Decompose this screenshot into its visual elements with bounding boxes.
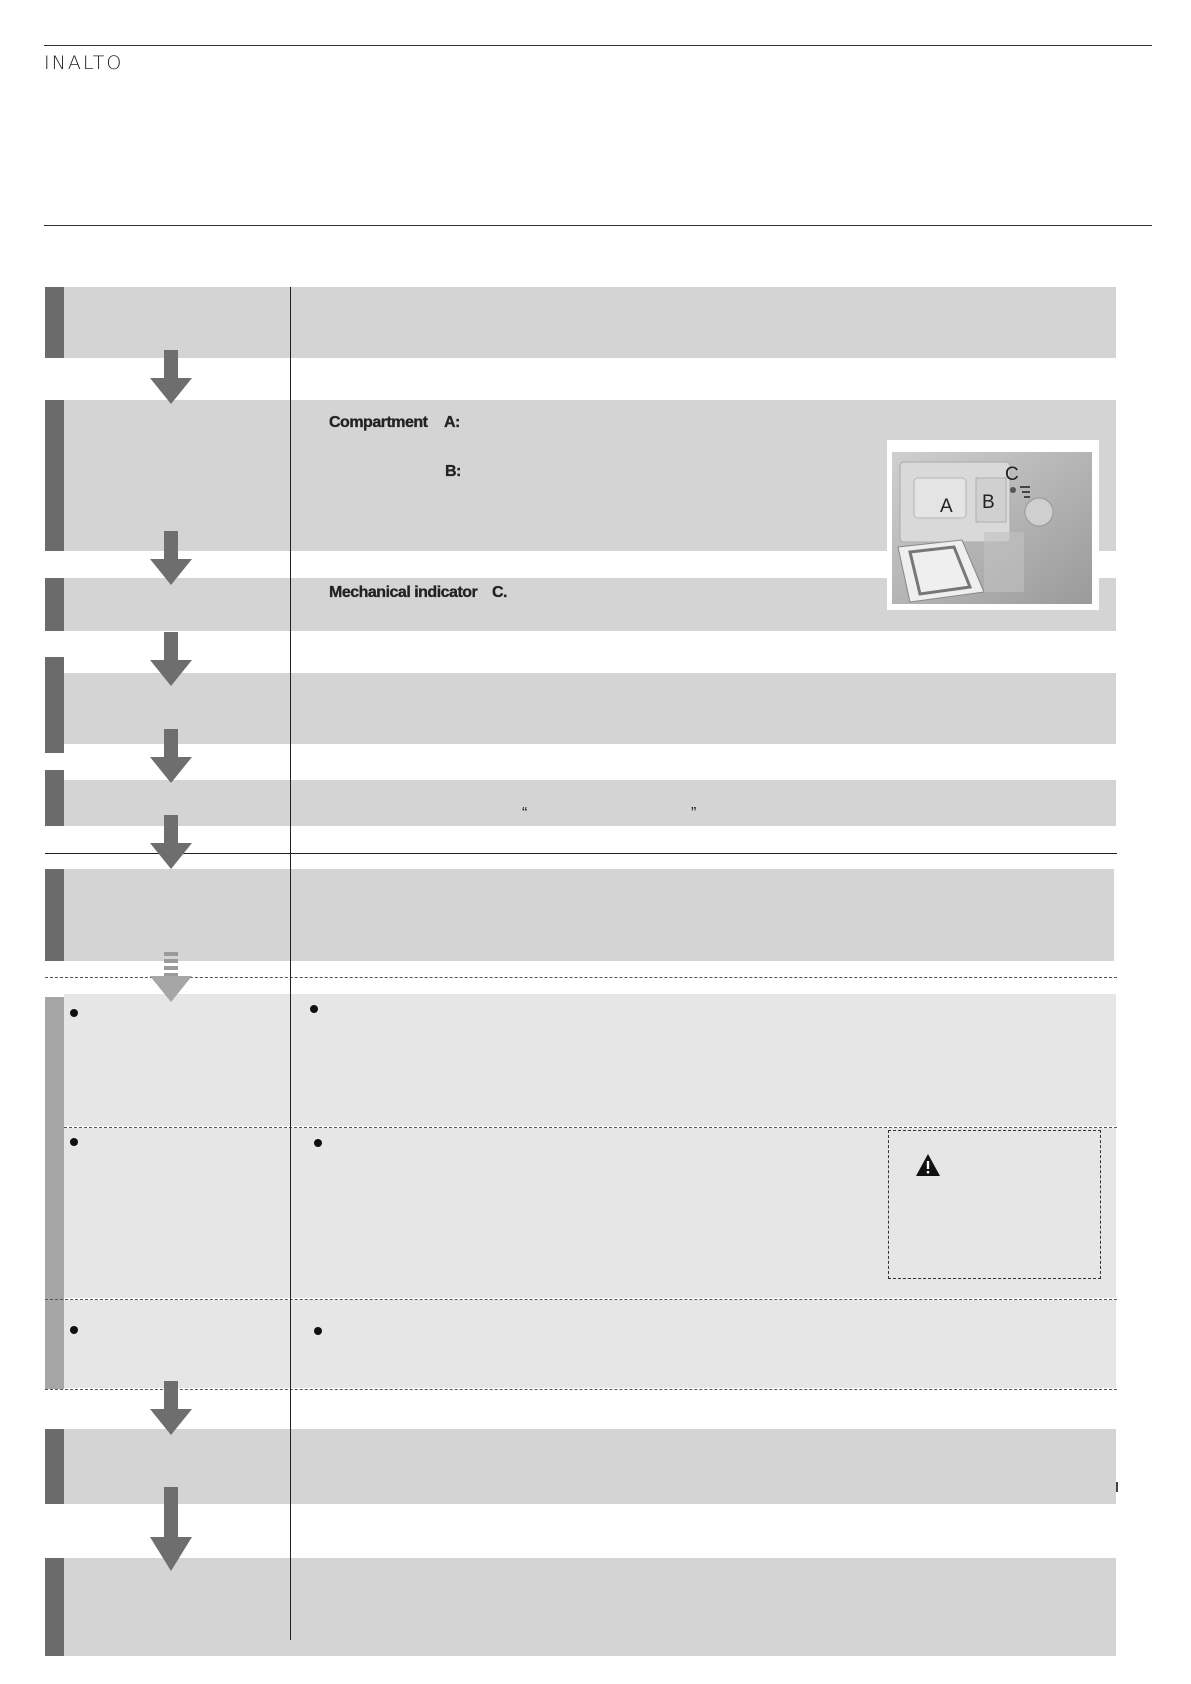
option-3-bullet-left: [70, 1326, 78, 1334]
step-8-tab: [45, 1558, 64, 1656]
warning-triangle-icon: [915, 1153, 941, 1177]
option-2-bullet-right: [314, 1139, 322, 1147]
step-6-band: [64, 869, 1114, 961]
arrow-down-icon: [150, 1381, 192, 1435]
quote-open: “: [522, 805, 528, 822]
mechanical-indicator-label: Mechanical indicator: [329, 584, 478, 601]
arrow-down-icon: [150, 729, 192, 783]
compartment-b-label: B:: [445, 463, 461, 480]
step-2-tab: [45, 400, 64, 551]
step-7-tab: [45, 1429, 64, 1504]
section-rule: [45, 853, 1117, 854]
option-3-bullet-right: [314, 1327, 322, 1335]
option-1-band: [64, 994, 1116, 1126]
arrow-down-icon: [150, 1487, 192, 1571]
header-top-rule: [44, 45, 1152, 46]
step-3-tab: [45, 578, 64, 631]
step-8-band: [64, 1558, 1116, 1656]
step-5-tab: [45, 770, 64, 826]
option-2-bullet-left: [70, 1138, 78, 1146]
dispenser-illustration: [892, 452, 1092, 604]
step-4-band: [64, 673, 1116, 744]
brand-logo: INALTO: [44, 52, 124, 74]
step-1-band: [64, 287, 1116, 358]
header-bottom-rule: [44, 225, 1152, 226]
quote-close: ”: [691, 805, 697, 822]
edge-mark: [1116, 1482, 1118, 1492]
photo-label-a: A: [940, 496, 953, 517]
column-divider: [290, 287, 291, 1640]
warning-box: [888, 1130, 1101, 1279]
arrow-down-icon: [150, 632, 192, 686]
step-4-tab: [45, 657, 64, 753]
dashed-divider-1: [45, 977, 1117, 978]
option-1-bullet-left: [70, 1009, 78, 1017]
option-3-band: [64, 1300, 1116, 1388]
dispenser-photo: [892, 452, 1092, 604]
indicator-c-label: C.: [492, 584, 507, 601]
dashed-divider-4: [45, 1389, 1117, 1390]
options-tab: [45, 997, 64, 1389]
arrow-down-icon: [150, 815, 192, 869]
step-1-tab: [45, 287, 64, 358]
step-6-tab: [45, 869, 64, 961]
step-5-band: [64, 780, 1116, 826]
compartment-a-label: A:: [444, 414, 460, 431]
option-1-bullet-right: [310, 1005, 318, 1013]
photo-label-c: C: [1005, 464, 1019, 485]
photo-label-b: B: [982, 492, 995, 513]
arrow-down-icon: [150, 350, 192, 404]
dashed-arrow-down-icon: [150, 952, 192, 1002]
compartment-label: Compartment: [329, 414, 428, 431]
step-7-band: [64, 1429, 1116, 1504]
arrow-down-icon: [150, 531, 192, 585]
